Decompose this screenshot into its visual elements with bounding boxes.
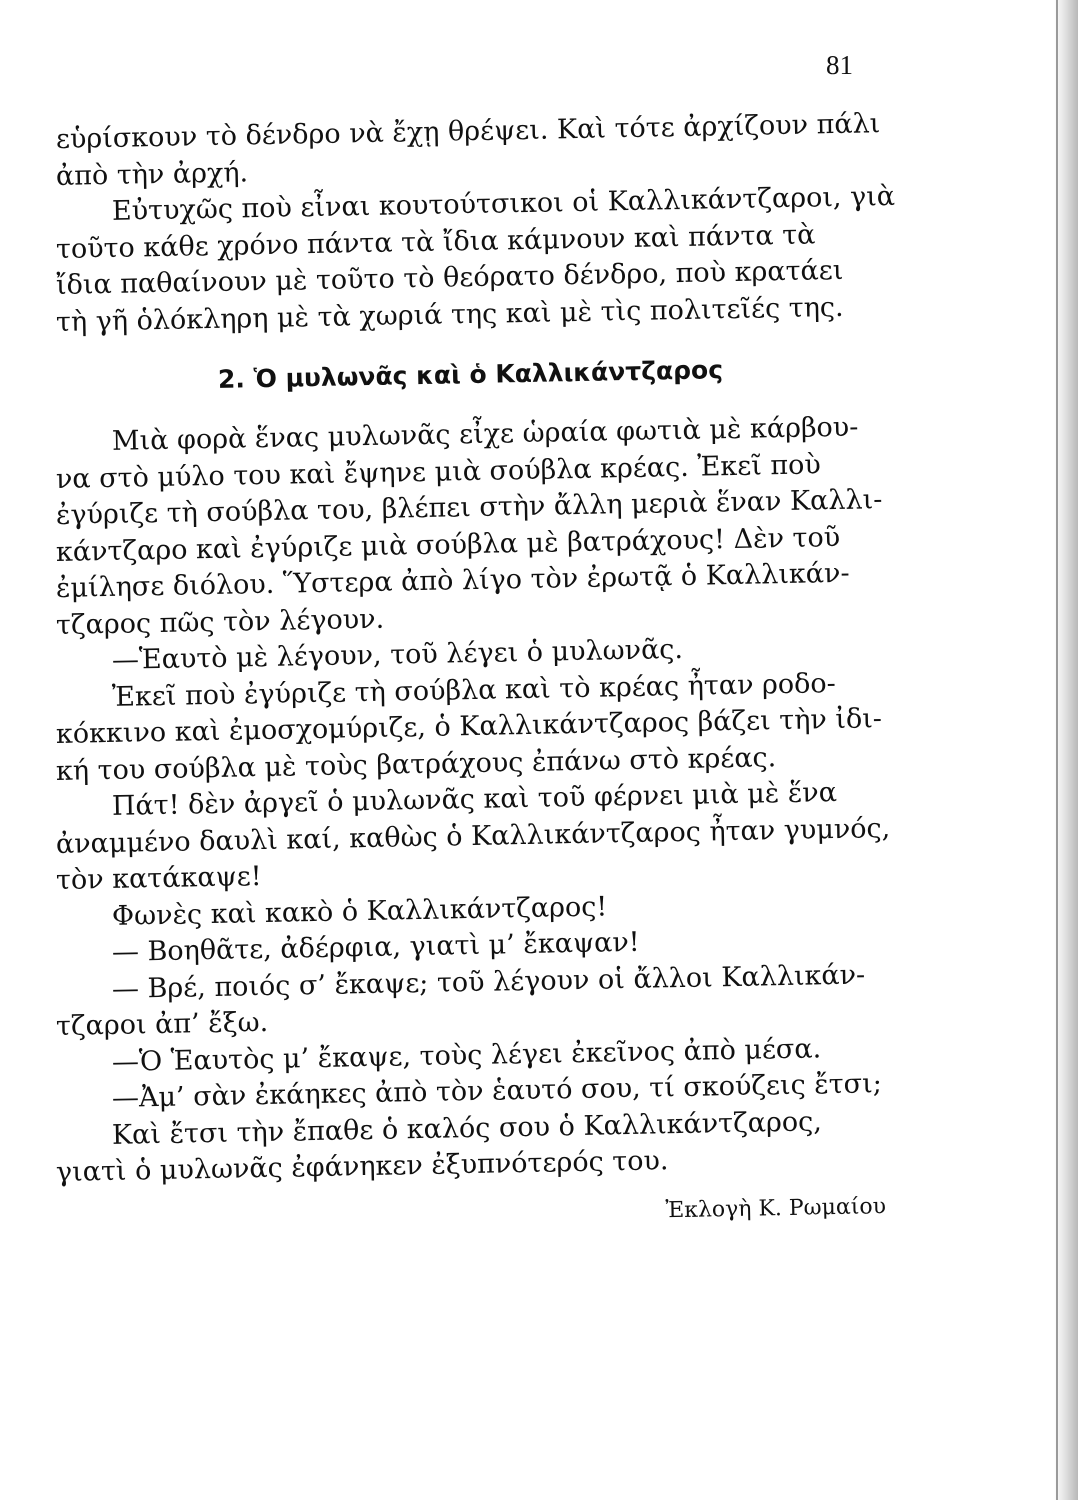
text-line: εὑρίσκουν τὸ δένδρο νὰ ἔχῃ θρέψει. Καὶ τότε ἀρχίζουν πάλι xyxy=(55,108,881,155)
text-line: ἴδια παθαίνουν μὲ τοῦτο τὸ θεόρατο δένδρο, ποὺ κρατάει xyxy=(55,254,844,301)
story-line: — Βρέ, ποιός σ’ ἔκαψε; τοῦ λέγουν οἱ ἄλλοι Καλλικάν- xyxy=(111,958,866,1005)
story-line: —Ἑαυτὸ μὲ λέγουν, τοῦ λέγει ὁ μυλωνᾶς. xyxy=(111,633,684,676)
text-line: τοῦτο κάθε χρόνο πάντα τὰ ἴδια κάμνουν καὶ πάντα τὰ xyxy=(55,218,816,265)
story-line: ἀναμμένο δαυλὶ καί, καθὼς ὁ Καλλικάντζαρος ἦταν γυμνός, xyxy=(55,812,891,860)
story-text xyxy=(55,411,891,1192)
text-line: τὴ γῆ ὁλόκληρη μὲ τὰ χωριά της καὶ μὲ τὶς πολιτεῖές της. xyxy=(55,291,844,338)
page-number: 81 xyxy=(826,50,853,80)
text-line: Εὐτυχῶς ποὺ εἶναι κουτούτσικοι οἱ Καλλικάντζαροι, γιὰ xyxy=(111,180,896,227)
story-line: ἐγύριζε τὴ σούβλα του, βλέπει στὴν ἄλλη μεριὰ ἕναν Καλλι- xyxy=(55,484,883,531)
story-line: Μιὰ φορὰ ἕνας μυλωνᾶς εἶχε ὡραία φωτιὰ μὲ κάρβου- xyxy=(111,411,859,457)
story-line: —Ὁ Ἑαυτὸς μ’ ἔκαψε, τοὺς λέγει ἐκεῖνος ἀπὸ μέσα. xyxy=(111,1032,822,1078)
story-line: ἐμίλησε διόλου. Ὕστερα ἀπὸ λίγο τὸν ἐρωτᾷ ὁ Καλλικάν- xyxy=(55,557,850,604)
story-line: τζαροι ἀπ’ ἔξω. xyxy=(55,1006,269,1042)
story-line: Ἐκεῖ ποὺ ἐγύριζε τὴ σούβλα καὶ τὸ κρέας ἦταν ροδο- xyxy=(111,667,837,713)
page-body xyxy=(55,108,896,1223)
story-line: κόκκινο καὶ ἐμοσχομύριζε, ὁ Καλλικάντζαρος βάζει τὴν ἰδι- xyxy=(55,703,883,750)
story-line: Καὶ ἔτσι τὴν ἔπαθε ὁ καλός σου ὁ Καλλικάντζαρος, xyxy=(111,1105,823,1151)
story-line: γιατὶ ὁ μυλωνᾶς ἐφάνηκεν ἐξυπνότερός του. xyxy=(55,1145,669,1188)
story-line: να στὸ μύλο του καὶ ἔψηνε μιὰ σούβλα κρέας. Ἐκεῖ ποὺ xyxy=(55,448,822,495)
editor-signature: Ἐκλογὴ Κ. Ρωμαίου xyxy=(665,1193,887,1223)
page-edge-line xyxy=(1056,0,1058,1500)
story-line: τζαρος πῶς τὸν λέγουν. xyxy=(55,603,385,641)
story-line: κή του σούβλα μὲ τοὺς βατράχους ἐπάνω στὸ κρέας. xyxy=(55,741,777,787)
story-line: —Ἀμ’ σὰν ἐκάηκες ἀπὸ τὸν ἑαυτό σου, τί σκούζεις ἔτσι; xyxy=(111,1068,883,1114)
story-line: τὸν κατάκαψε! xyxy=(55,861,262,896)
story-line: κάντζαρο καὶ ἐγύριζε μιὰ σούβλα μὲ βατράχους! Δὲν τοῦ xyxy=(55,521,841,568)
story-line: Πάτ! δὲν ἀργεῖ ὁ μυλωνᾶς καὶ τοῦ φέρνει μιὰ μὲ ἕνα xyxy=(111,777,838,822)
text-line: ἀπὸ τὴν ἀρχή. xyxy=(55,156,249,192)
story-line: — Βοηθᾶτε, ἀδέρφια, γιατὶ μ’ ἔκαψαν! xyxy=(111,926,640,968)
section-heading: 2. Ὁ μυλωνᾶς καὶ ὁ Καλλικάντζαρος xyxy=(217,355,724,394)
story-line: Φωνὲς καὶ κακὸ ὁ Καλλικάντζαρος! xyxy=(111,890,608,932)
intro-paragraph xyxy=(55,180,896,341)
